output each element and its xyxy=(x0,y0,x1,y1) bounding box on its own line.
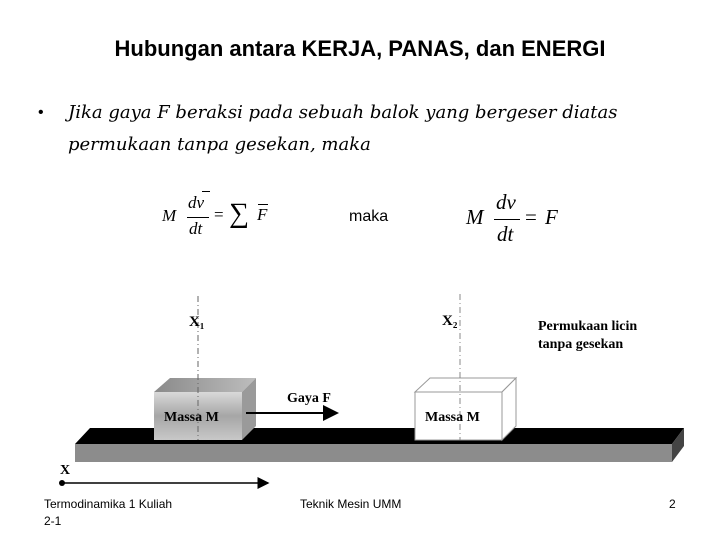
eq2-equals: = xyxy=(525,205,537,229)
bullet-marker: • xyxy=(38,104,44,121)
eq2-mass: M xyxy=(466,205,484,229)
bullet-text-line-1: Jika gaya F beraksi pada sebuah balok yang bergeser diatas xyxy=(68,102,618,123)
force-label: Gaya F xyxy=(287,391,331,406)
slide-title: Hubungan antara KERJA, PANAS, dan ENERGI xyxy=(114,36,606,61)
axis-label: X xyxy=(60,463,71,478)
eq1-numerator: dv xyxy=(188,193,205,212)
mass1-block-top xyxy=(154,378,256,392)
surface-front xyxy=(75,444,672,462)
x2-label: X₂ xyxy=(442,313,458,329)
footer-left xyxy=(44,497,172,528)
mass2-label: Massa M xyxy=(425,410,480,425)
eq2-force: F xyxy=(545,205,558,229)
x1-label: X₁ xyxy=(189,314,205,330)
surface-label-line-2: tanpa gesekan xyxy=(538,337,624,352)
surface-label-line-1: Permukaan licin xyxy=(538,319,638,334)
eq2-numerator: dv xyxy=(496,190,516,214)
eq1-denominator: dt xyxy=(189,219,203,238)
mass2-block-top xyxy=(415,378,516,392)
eq1-sum-symbol: ∑ xyxy=(229,198,249,229)
eq1-mass: M xyxy=(162,206,177,225)
eq2-denominator: dt xyxy=(497,222,514,246)
connector-text: maka xyxy=(349,208,389,225)
bullet-text-line-2: permukaan tanpa gesekan, maka xyxy=(68,134,371,155)
footer-center: Teknik Mesin UMM xyxy=(300,497,402,511)
eq1-force: F xyxy=(257,205,268,224)
mass1-label: Massa M xyxy=(164,410,219,425)
eq1-equals: = xyxy=(214,205,224,224)
page-number: 2 xyxy=(669,497,676,511)
footer-course: Termodinamika 1 Kuliah xyxy=(44,497,173,511)
footer-lecture: 2-1 xyxy=(44,514,62,528)
